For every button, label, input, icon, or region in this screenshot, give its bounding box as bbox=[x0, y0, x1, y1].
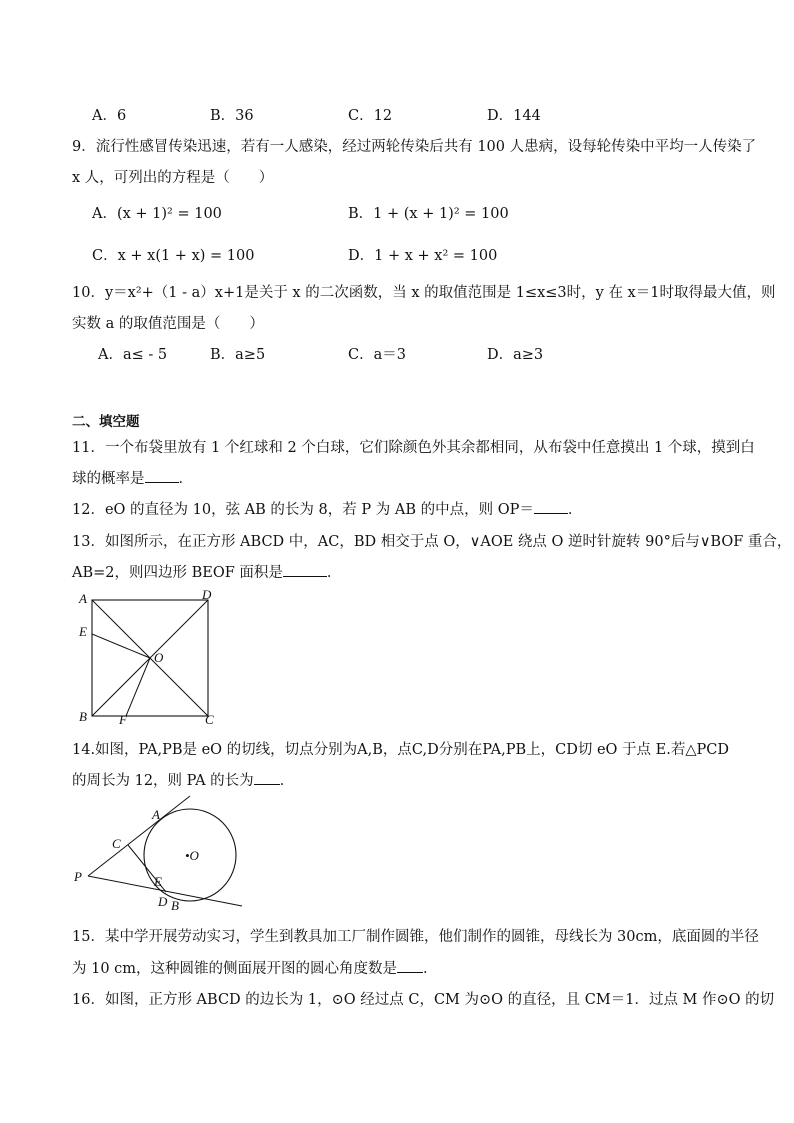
q11-text-before-blank: 球的概率是 bbox=[72, 471, 145, 487]
q14-text-before-blank: 的周长为 12，则 PA 的长为 bbox=[72, 773, 254, 789]
q8-option-b: B．36 bbox=[210, 108, 254, 124]
q9-option-c: C．x + x(1 + x) = 100 bbox=[92, 248, 255, 264]
q9-stem-line2: x 人，可列出的方程是（ ） bbox=[72, 170, 274, 186]
q13-text-after-blank: ． bbox=[326, 565, 342, 581]
q13-stem-line2 bbox=[72, 561, 341, 582]
q15-stem-line1: 15．某中学开展劳动实习，学生到教具加工厂制作圆锥，他们制作的圆锥，母线长为 30cm，底面圆的半径 bbox=[72, 929, 759, 945]
label-f: F bbox=[119, 712, 127, 727]
q8-option-a: A．6 bbox=[92, 108, 127, 124]
label-c: C bbox=[112, 836, 121, 851]
q15-answer-blank[interactable] bbox=[397, 960, 423, 973]
label-o: •O bbox=[185, 848, 199, 863]
q14-text-after-blank: ． bbox=[279, 773, 295, 789]
q9-option-b: B．1 + (x + 1)² = 100 bbox=[348, 206, 509, 222]
q8-option-c: C．12 bbox=[348, 108, 393, 124]
q10-option-a: A．a≤ - 5 bbox=[98, 347, 168, 363]
label-c: C bbox=[205, 712, 214, 727]
label-p: P bbox=[74, 869, 82, 884]
label-d: D bbox=[202, 588, 212, 602]
label-a: A bbox=[152, 807, 160, 822]
q9-option-a: A．(x + 1)² = 100 bbox=[92, 206, 222, 222]
q10-stem-line2: 实数 a 的取值范围是（ ） bbox=[72, 316, 264, 332]
label-b: B bbox=[171, 898, 179, 912]
q12-stem bbox=[72, 498, 582, 519]
q14-stem-line1: 14.如图，PA,PB是 eO 的切线，切点分别为A,B，点C,D分别在PA,PB上，CD切 eO 于点 E.若△PCD bbox=[72, 742, 729, 758]
q11-stem-line2 bbox=[72, 467, 193, 488]
label-e: E bbox=[154, 874, 162, 889]
q10-option-d: D．a≥3 bbox=[487, 347, 544, 363]
q12-text-after-blank: ． bbox=[567, 502, 583, 518]
q12-text-before-blank: 12．eO 的直径为 10，弦 AB 的长为 8，若 P 为 AB 的中点，则 OP＝ bbox=[72, 502, 534, 518]
q9-option-d: D．1 + x + x² = 100 bbox=[348, 248, 498, 264]
q10-option-c: C．a＝3 bbox=[348, 347, 406, 363]
segment-eo bbox=[92, 634, 150, 658]
q11-answer-blank[interactable] bbox=[145, 470, 179, 483]
label-d: D bbox=[158, 894, 168, 909]
q15-stem-line2 bbox=[72, 957, 438, 978]
q11-stem-line1: 11．一个布袋里放有 1 个红球和 2 个白球，它们除颜色外其余都相同，从布袋中任意摸出 1 个球，摸到白 bbox=[72, 440, 755, 456]
q13-stem-line1: 13．如图所示，在正方形 ABCD 中，AC，BD 相交于点 O，∨AOE 绕点 O 逆时针旋转 90°后与∨BOF 重合， bbox=[72, 534, 792, 550]
q10-stem-line1: 10．y＝x²+（1 - a）x+1是关于 x 的二次函数，当 x 的取值范围是 1≤x≤3时，y 在 x＝1时取得最大值，则 bbox=[72, 285, 776, 301]
tangent-pa bbox=[88, 796, 190, 876]
q10-option-b: B．a≥5 bbox=[210, 347, 266, 363]
section-heading-fill-in: 二、填空题 bbox=[72, 414, 140, 430]
label-e: E bbox=[79, 624, 87, 639]
label-o: O bbox=[154, 650, 164, 665]
q14-tangent-figure bbox=[66, 792, 256, 912]
label-b: B bbox=[79, 709, 87, 724]
q13-text-before-blank: AB=2，则四边形 BEOF 面积是 bbox=[72, 565, 283, 581]
segment-fo bbox=[126, 658, 150, 716]
q16-stem-line1: 16．如图，正方形 ABCD 的边长为 1，⊙O 经过点 C，CM 为⊙O 的直径，且 CM＝1．过点 M 作⊙O 的切 bbox=[72, 992, 775, 1008]
q15-text-after-blank: ． bbox=[423, 961, 438, 977]
q14-answer-blank[interactable] bbox=[254, 772, 280, 785]
q11-text-after-blank: ． bbox=[178, 471, 193, 487]
q13-square-figure bbox=[70, 588, 230, 728]
q8-option-d: D．144 bbox=[487, 108, 541, 124]
q13-answer-blank[interactable] bbox=[283, 564, 327, 577]
q12-answer-blank[interactable] bbox=[534, 501, 568, 514]
label-a: A bbox=[79, 591, 87, 606]
q15-text-before-blank: 为 10 cm，这种圆锥的侧面展开图的圆心角度数是 bbox=[72, 961, 398, 977]
q14-stem-line2 bbox=[72, 769, 294, 790]
q9-stem-line1: 9．流行性感冒传染迅速，若有一人感染，经过两轮传染后共有 100 人患病，设每轮传染中平均一人传染了 bbox=[72, 139, 757, 155]
